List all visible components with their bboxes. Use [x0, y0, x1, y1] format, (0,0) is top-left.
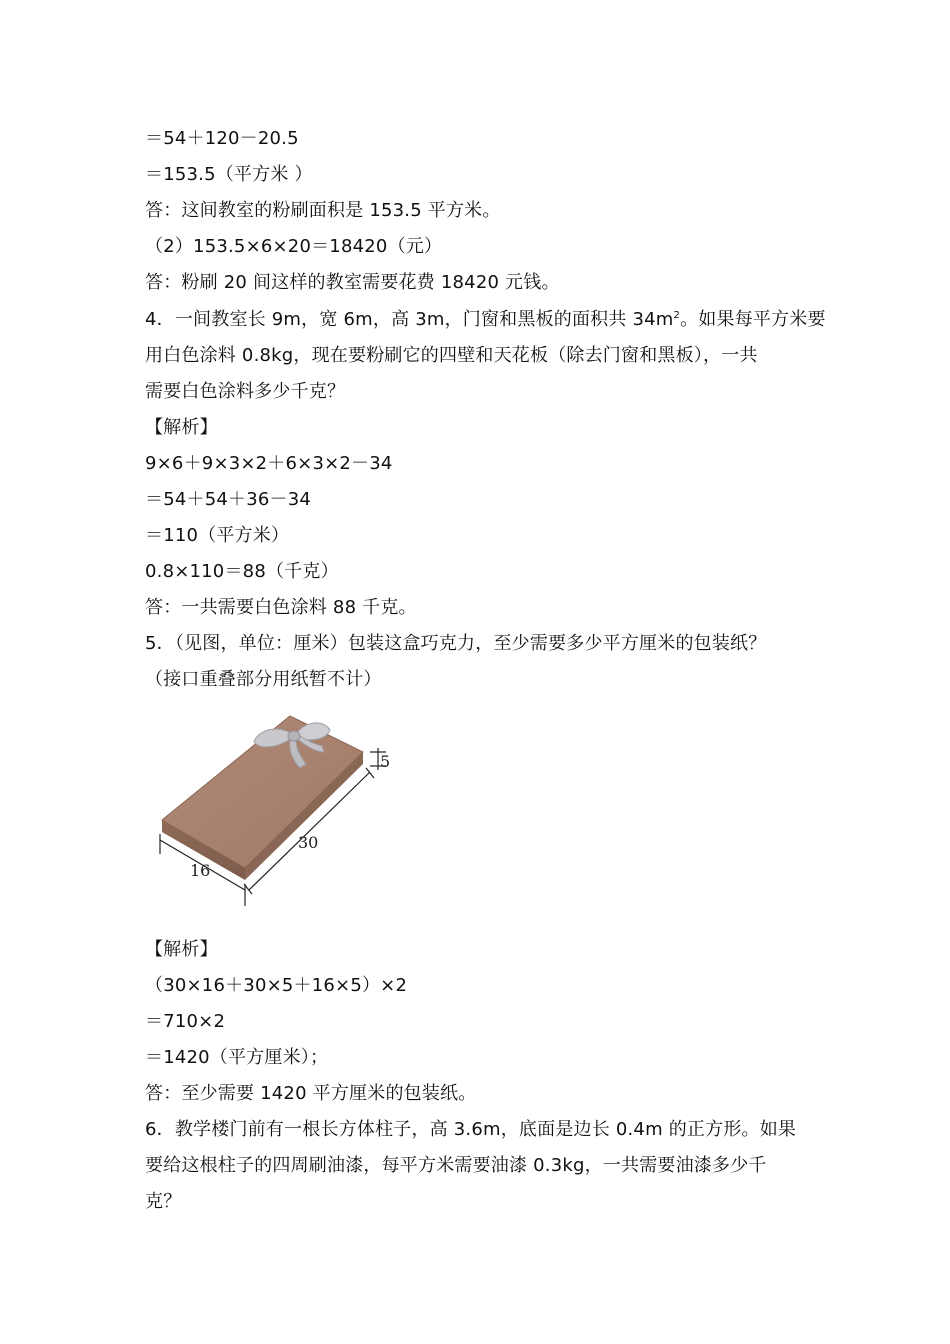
q4-line-1a: 4．一间教室长 9m，宽 6m，高 3m，门窗和黑板的面积共 34m — [145, 309, 674, 330]
length-label: 30 — [298, 833, 319, 852]
q4-line-2: 用白色涂料 0.8kg，现在要粉刷它的四壁和天花板（除去门窗和黑板），一共 — [145, 345, 758, 366]
q4-answer: 答：一共需要白色涂料 88 千克。 — [145, 597, 417, 618]
prev-step-3: （2）153.5×6×20＝18420（元） — [145, 236, 443, 257]
q4-step-1: 9×6＋9×3×2＋6×3×2－34 — [145, 453, 393, 474]
prev-answer-2: 答：粉刷 20 间这样的教室需要花费 18420 元钱。 — [145, 272, 560, 293]
prev-step-1: ＝54＋120－20.5 — [145, 128, 299, 149]
q6-line-3: 克？ — [145, 1191, 182, 1212]
q5-step-2: ＝710×2 — [145, 1011, 226, 1032]
q4-step-3: ＝110（平方米） — [145, 525, 290, 546]
q4-line-1b: 。如果每平方米要 — [680, 309, 826, 330]
chocolate-box-illustration — [150, 708, 400, 910]
q5-step-1: （30×16＋30×5＋16×5）×2 — [145, 975, 408, 996]
q5-analysis-heading: 【解析】 — [145, 939, 218, 960]
q4-superscript: 2 — [673, 310, 681, 321]
height-label: 5 — [380, 752, 391, 771]
chocolate-box-figure — [150, 708, 400, 910]
q6-line-1: 6．教学楼门前有一根长方体柱子，高 3.6m，底面是边长 0.4m 的正方形。如果 — [145, 1119, 797, 1140]
q5-step-3: ＝1420（平方厘米）； — [145, 1047, 329, 1068]
q4-step-4: 0.8×110＝88（千克） — [145, 561, 339, 582]
q5-line-1: 5．（见图，单位：厘米）包装这盒巧克力，至少需要多少平方厘米的包装纸？ — [145, 633, 767, 654]
q4-analysis-heading: 【解析】 — [145, 417, 218, 438]
prev-answer-1: 答：这间教室的粉刷面积是 153.5 平方米。 — [145, 200, 501, 221]
width-label: 16 — [190, 861, 211, 880]
q4-step-2: ＝54＋54＋36－34 — [145, 489, 312, 510]
q4-line-1 — [145, 308, 826, 332]
q6-line-2: 要给这根柱子的四周刷油漆，每平方米需要油漆 0.3kg，一共需要油漆多少千 — [145, 1155, 767, 1176]
q4-line-3: 需要白色涂料多少千克？ — [145, 381, 346, 402]
q5-line-2: （接口重叠部分用纸暂不计） — [145, 669, 382, 690]
q5-answer: 答：至少需要 1420 平方厘米的包装纸。 — [145, 1083, 477, 1104]
prev-step-2: ＝153.5（平方米 ） — [145, 164, 313, 185]
